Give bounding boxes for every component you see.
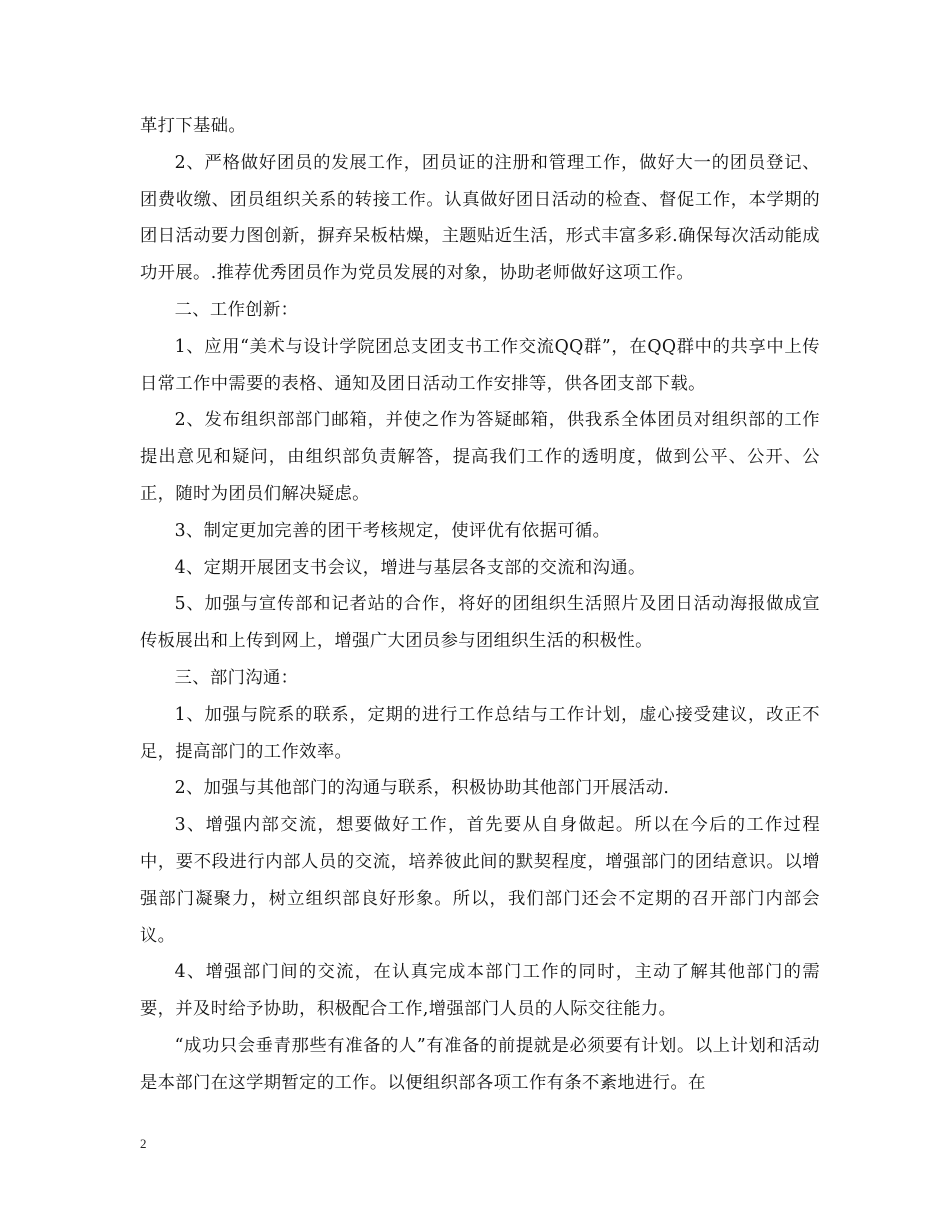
paragraph-qq-group: 1、应用“美术与设计学院团总支团支书工作交流QQ群”，在QQ群中的共享中上传日常工作中需要的表格、通知及团日活动工作安排等，供各团支部下载。: [140, 336, 820, 394]
paragraph-publicity-cooperation: 5、加强与宣传部和记者站的合作，将好的团组织生活照片及团日活动海报做成宣传板展出和上传到网上，增强广大团员参与团组织生活的积极性。: [140, 594, 820, 652]
paragraph-other-departments: 2、加强与其他部门的沟通与联系，积极协助其他部门开展活动.: [174, 778, 670, 799]
paragraph-member-development: 2、严格做好团员的发展工作，团员证的注册和管理工作，做好大一的团员登记、团费收缴、团员组织关系的转接工作。认真做好团日活动的检查、督促工作，本学期的团日活动要力图创新，摒弃呆板枯燥，主题贴近生活，形式丰富多彩.确保每次活动能成功开展。.推荐优秀团员作为党员发展的对象，协助老师做好这项工作。: [140, 152, 820, 284]
paragraph-assessment-rules: 3、制定更加完善的团干考核规定，使评优有依据可循。: [174, 520, 611, 541]
heading-department-communication: 三、部门沟通：: [174, 667, 299, 688]
paragraph-internal-exchange: 3、增强内部交流，想要做好工作，首先要从自身做起。所以在今后的工作过程中，要不段进行内部人员的交流，培养彼此间的默契程度，增强部门的团结意识。以增强部门凝聚力，树立组织部良好形象。所以，我们部门还会不定期的召开部门内部会议。: [140, 815, 820, 946]
document-body: [140, 108, 820, 1102]
heading-work-innovation: 二、工作创新：: [174, 299, 299, 320]
paragraph-continuation: 革打下基础。: [140, 116, 247, 136]
paragraph-secretary-meetings: 4、定期开展团支书会议，增进与基层各支部的交流和沟通。: [174, 557, 646, 578]
page-number: 2: [140, 1136, 147, 1151]
paragraph-inter-department: 4、增强部门间的交流，在认真完成本部门工作的同时，主动了解其他部门的需要，并及时给予协助，积极配合工作,增强部门人员的人际交往能力。: [140, 962, 820, 1020]
paragraph-college-contact: 1、加强与院系的联系，定期的进行工作总结与工作计划，虚心接受建议，改正不足，提高部门的工作效率。: [140, 704, 820, 762]
paragraph-department-mailbox: 2、发布组织部部门邮箱，并使之作为答疑邮箱，供我系全体团员对组织部的工作提出意见和疑问，由组织部负责解答，提高我们工作的透明度，做到公平、公开、公正，随时为团员们解决疑虑。: [140, 410, 820, 504]
paragraph-conclusion: “成功只会垂青那些有准备的人”有准备的前提就是必须要有计划。以上计划和活动是本部门在这学期暂定的工作。以便组织部各项工作有条不紊地进行。在: [140, 1035, 820, 1093]
